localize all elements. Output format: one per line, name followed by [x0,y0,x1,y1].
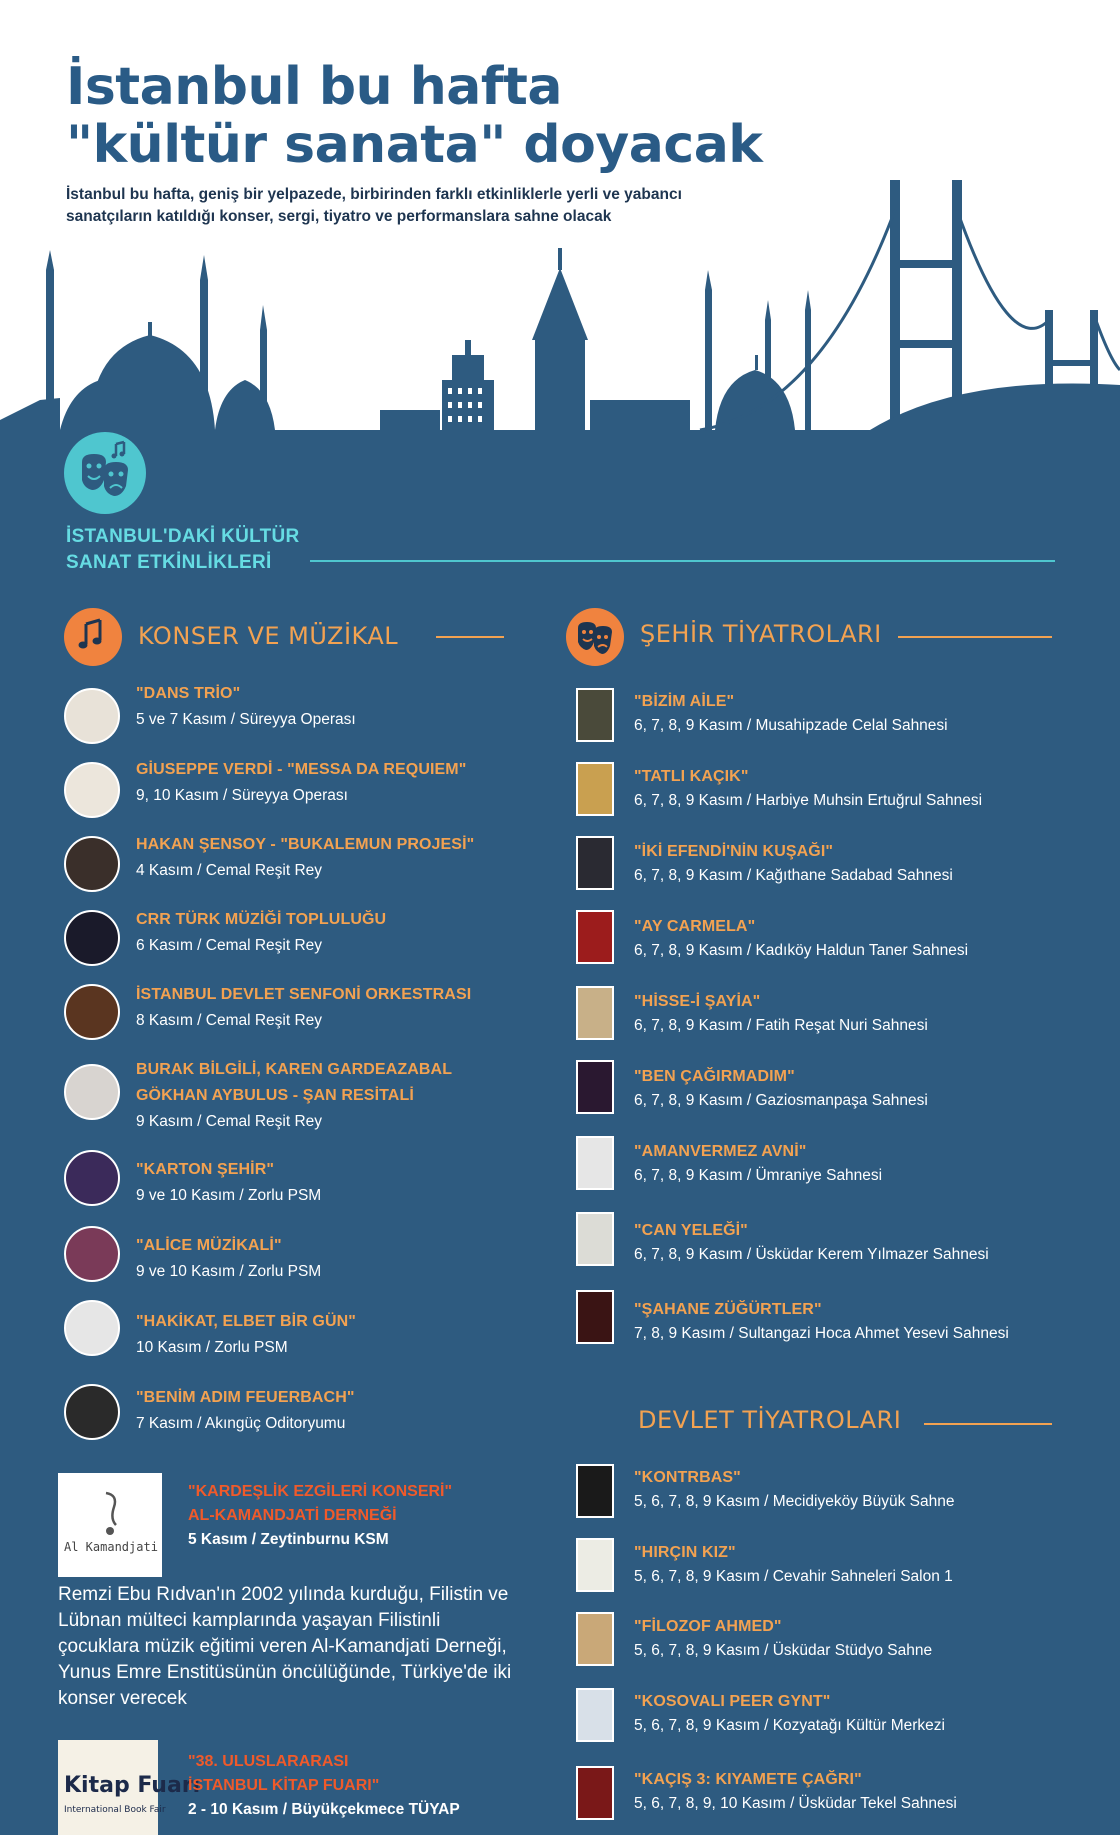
event-poster [576,1766,614,1820]
section-title-sehir: ŞEHİR TİYATROLARI [640,620,882,648]
event-poster [576,1464,614,1518]
event-poster [576,762,614,816]
event-date-venue: 6 Kasım / Cemal Reşit Rey [136,937,323,954]
event-poster [576,910,614,964]
event-poster [576,1538,614,1592]
event-date-venue: 5, 6, 7, 8, 9 Kasım / Kozyatağı Kültür Merkezi [634,1717,945,1734]
event-title: "TATLI KAÇIK" [634,768,749,785]
feature-title-line-1: "KARDEŞLİK EZGİLERİ KONSERİ" [188,1483,453,1500]
feature-date-venue: 2 - 10 Kasım / Büyükçekmece TÜYAP [188,1801,460,1818]
event-title: CRR TÜRK MÜZİĞİ TOPLULUĞU [136,911,387,928]
event-title: "DANS TRİO" [136,685,241,702]
event-date-venue: 6, 7, 8, 9 Kasım / Gaziosmanpaşa Sahnesi [634,1092,928,1109]
event-poster [576,1290,614,1344]
event-thumbnail [64,1064,120,1120]
book-fair-poster [58,1740,201,1835]
event-title: BURAK BİLGİLİ, KAREN GARDEAZABAL [136,1061,453,1078]
feature-title-line-2: İSTANBUL KİTAP FUARI" [188,1777,380,1794]
event-thumbnail [64,1300,120,1356]
hero-title-line-1: İSTANBUL'DAKİ KÜLTÜR [66,526,300,547]
section-divider-konser [436,636,504,638]
event-date-venue: 5, 6, 7, 8, 9, 10 Kasım / Üsküdar Tekel Sahnesi [634,1795,957,1812]
svg-text:Al Kamandjati: Al Kamandjati [64,1540,158,1554]
title-line-2: "kültür sanata" doyacak [66,115,763,175]
event-title: "KAÇIŞ 3: KIYAMETE ÇAĞRI" [634,1771,862,1788]
event-date-venue: 9, 10 Kasım / Süreyya Operası [136,787,348,804]
event-title: "HİSSE-İ ŞAYİA" [634,993,761,1010]
event-date-venue: 5, 6, 7, 8, 9 Kasım / Üsküdar Stüdyo Sahne [634,1642,933,1659]
event-date-venue: 6, 7, 8, 9 Kasım / Harbiye Muhsin Ertuğrul Sahnesi [634,792,983,809]
event-title: GİUSEPPE VERDİ - "MESSA DA REQUIEM" [136,761,467,778]
event-date-venue: 6, 7, 8, 9 Kasım / Fatih Reşat Nuri Sahnesi [634,1017,928,1034]
event-date-venue: 9 Kasım / Cemal Reşit Rey [136,1113,323,1130]
istanbul-skyline-illustration [0,230,1120,560]
event-date-venue: 7, 8, 9 Kasım / Sultangazi Hoca Ahmet Yesevi Sahnesi [634,1325,1009,1342]
event-date-venue: 6, 7, 8, 9 Kasım / Üsküdar Kerem Yılmazer Sahnesi [634,1246,989,1263]
feature-description: Remzi Ebu Rıdvan'ın 2002 yılında kurduğu, Filistin ve Lübnan mülteci kamplarında yaşayan Filistinli çocuklara müzik eğitimi veren Al-Kamandjati Derneği, Yunus Emre Enstitüsünün öncülüğünde, Türkiye'de iki konser verecek [58,1584,512,1709]
section-title-devlet: DEVLET TİYATROLARI [638,1406,902,1434]
event-date-venue: 9 ve 10 Kasım / Zorlu PSM [136,1187,322,1204]
event-title: "KONTRBAS" [634,1469,741,1486]
event-title-line-2: GÖKHAN AYBULUS - ŞAN RESİTALİ [136,1087,414,1104]
section-divider-sehir [898,636,1052,638]
page-subtitle: İstanbul bu hafta, geniş bir yelpazede, birbirinden farklı etkinliklerle yerli ve yabancı sanatçıların katıldığı konser, sergi, tiyatro ve performanslara sahne olacak [66,186,682,225]
event-thumbnail [64,1150,120,1206]
event-title: "CAN YELEĞİ" [634,1222,748,1239]
event-thumbnail [64,1384,120,1440]
feature-title-line-2: AL-KAMANDJATİ DERNEĞİ [188,1507,397,1524]
event-date-venue: 7 Kasım / Akıngüç Oditoryumu [136,1415,346,1432]
event-thumbnail [64,984,120,1040]
event-date-venue: 6, 7, 8, 9 Kasım / Musahipzade Celal Sahnesi [634,717,948,734]
music-notes-icon [64,608,122,666]
svg-text:Kitap Fuarı: Kitap Fuarı [64,1773,201,1798]
theater-masks-icon [566,608,624,666]
event-title: "BENİM ADIM FEUERBACH" [136,1389,355,1406]
event-title: "KOSOVALI PEER GYNT" [634,1693,831,1710]
event-thumbnail [64,688,120,744]
hero-title-line-2: SANAT ETKİNLİKLERİ [66,552,272,573]
event-title: "FİLOZOF AHMED" [634,1618,782,1635]
event-title: "ALİCE MÜZİKALİ" [136,1237,282,1254]
event-poster [576,986,614,1040]
svg-text:International Book Fair: International Book Fair [64,1805,166,1815]
event-thumbnail [64,836,120,892]
event-date-venue: 4 Kasım / Cemal Reşit Rey [136,862,323,879]
event-date-venue: 6, 7, 8, 9 Kasım / Kağıthane Sadabad Sahnesi [634,867,953,884]
event-date-venue: 5 ve 7 Kasım / Süreyya Operası [136,711,356,728]
event-date-venue: 10 Kasım / Zorlu PSM [136,1339,288,1356]
event-title: "ŞAHANE ZÜĞÜRTLER" [634,1301,822,1318]
page-title [66,58,762,174]
event-title: "KARTON ŞEHİR" [136,1161,275,1178]
event-date-venue: 6, 7, 8, 9 Kasım / Kadıköy Haldun Taner Sahnesi [634,942,969,959]
event-poster [576,1060,614,1114]
event-thumbnail [64,910,120,966]
title-line-1: İstanbul bu hafta [66,57,562,117]
section-title-konser: KONSER VE MÜZİKAL [138,622,399,650]
event-date-venue: 6, 7, 8, 9 Kasım / Ümraniye Sahnesi [634,1167,883,1184]
event-poster [576,1212,614,1266]
event-title: İSTANBUL DEVLET SENFONİ ORKESTRASI [136,986,472,1003]
event-date-venue: 5, 6, 7, 8, 9 Kasım / Mecidiyeköy Büyük Sahne [634,1493,955,1510]
al-kamandjati-logo [58,1473,162,1577]
event-thumbnail [64,1226,120,1282]
event-title: "AMANVERMEZ AVNİ" [634,1143,807,1160]
event-title: "AY CARMELA" [634,918,756,935]
event-title: "BEN ÇAĞIRMADIM" [634,1068,795,1085]
event-title: HAKAN ŞENSOY - "BUKALEMUN PROJESİ" [136,836,475,853]
event-poster [576,836,614,890]
event-title: "BİZİM AİLE" [634,693,735,710]
event-poster [576,688,614,742]
event-thumbnail [64,762,120,818]
event-date-venue: 5, 6, 7, 8, 9 Kasım / Cevahir Sahneleri Salon 1 [634,1568,953,1585]
event-title: "HAKİKAT, ELBET BİR GÜN" [136,1313,356,1330]
event-poster [576,1688,614,1742]
event-title: "HIRÇIN KIZ" [634,1544,736,1561]
event-date-venue: 9 ve 10 Kasım / Zorlu PSM [136,1263,322,1280]
event-title: "İKİ EFENDİ'NİN KUŞAĞI" [634,843,834,860]
theater-masks-music-icon [64,432,146,514]
event-date-venue: 8 Kasım / Cemal Reşit Rey [136,1012,323,1029]
feature-date-venue: 5 Kasım / Zeytinburnu KSM [188,1531,389,1548]
feature-title-line-1: "38. ULUSLARARASI [188,1753,349,1770]
hero-divider [310,560,1055,562]
hero-title [66,524,300,576]
event-poster [576,1136,614,1190]
section-divider-devlet [924,1423,1052,1425]
event-poster [576,1612,614,1666]
